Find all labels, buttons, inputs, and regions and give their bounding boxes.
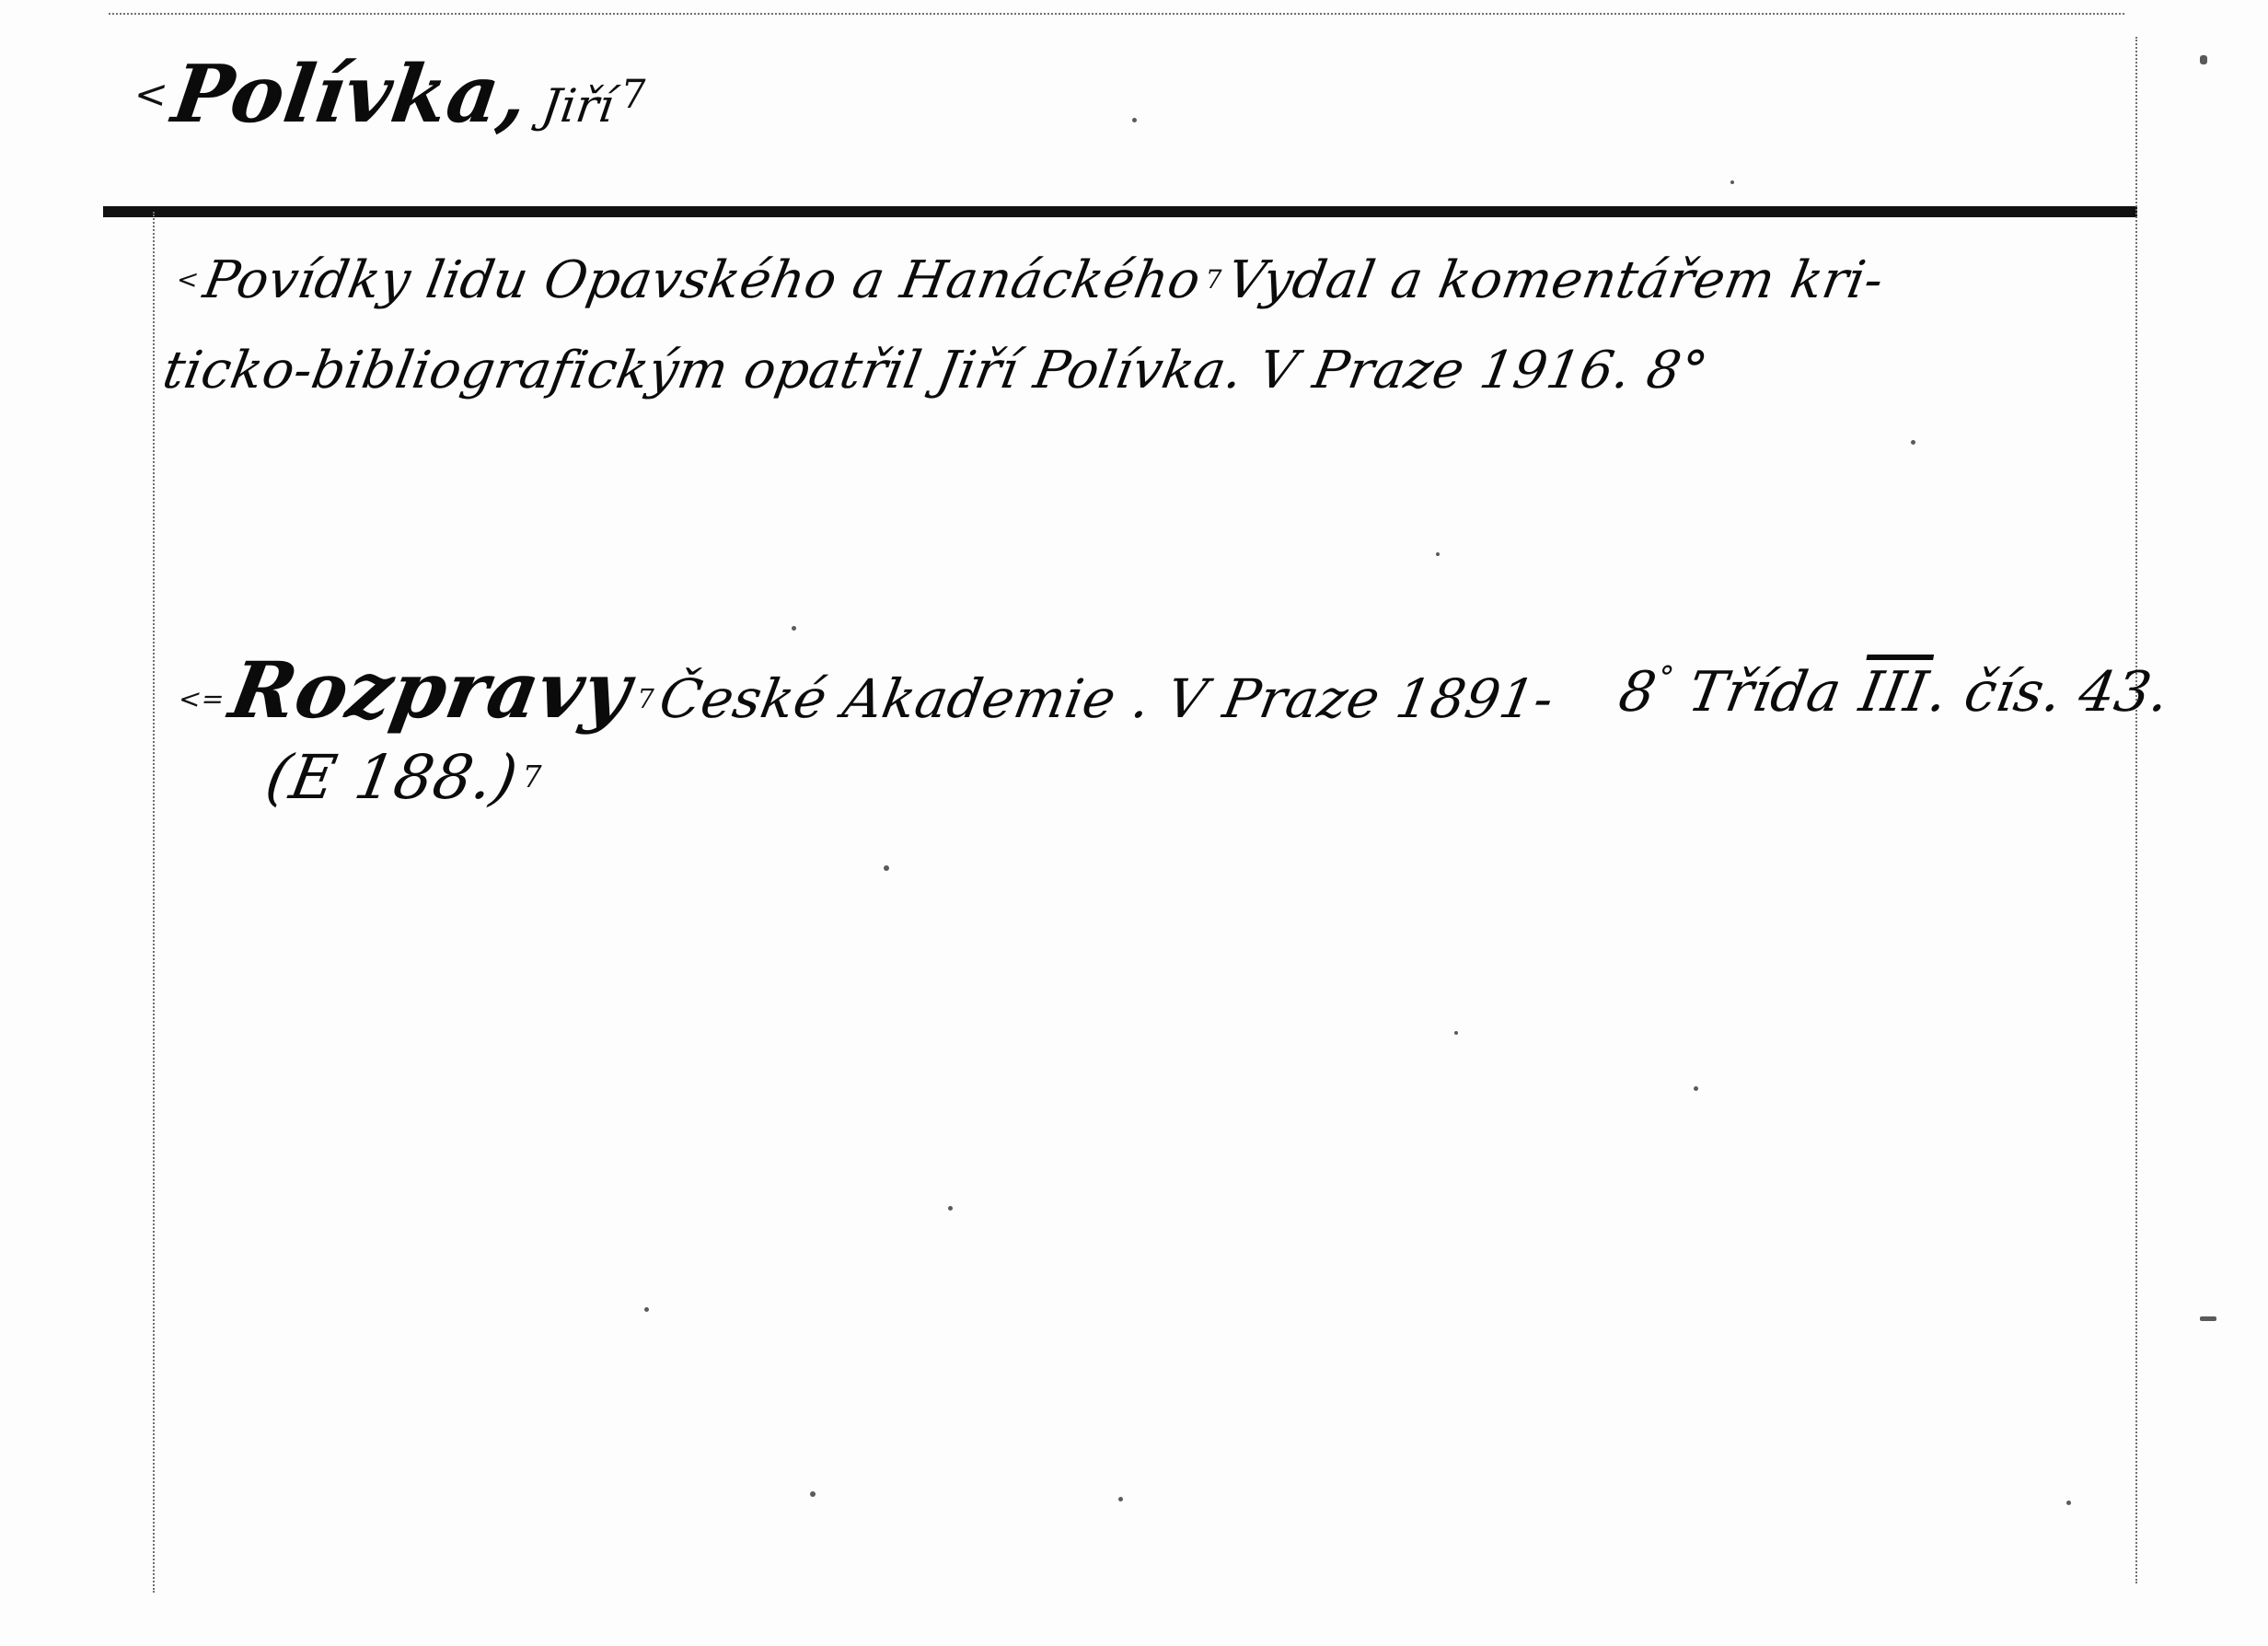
series-title: Rozpravy — [223, 644, 638, 736]
scan-speck — [1911, 440, 1915, 445]
right-margin-dotted-rule — [2135, 37, 2137, 1583]
scan-speck — [948, 1206, 953, 1211]
entry-title-line — [166, 250, 1888, 310]
scan-speck — [1436, 552, 1440, 556]
scan-speck — [884, 865, 889, 871]
series-volume-line — [260, 742, 554, 813]
heading-close-bracket: 7 — [618, 71, 651, 118]
series-volume-close-bracket: 7 — [519, 759, 546, 795]
scan-speck — [1694, 1086, 1698, 1091]
class-roman-numeral: $\overline{III}$ — [1855, 659, 1934, 724]
series-volume: (E 188.) — [260, 742, 524, 813]
format-size: 8 — [1614, 659, 1661, 724]
number-value: 43. — [2074, 659, 2175, 724]
series-open-bracket: <= — [176, 682, 227, 714]
top-dotted-rule — [109, 13, 2124, 15]
scan-speck — [2066, 1501, 2071, 1505]
heading-open-bracket: < — [131, 71, 171, 118]
class-label: Třída — [1684, 659, 1846, 724]
entry-open-bracket: < — [174, 264, 202, 296]
scan-speck — [792, 626, 796, 631]
entry-imprint-line: ticko-bibliografickým opatřil Jiří Polívka. V Praze 1916. 8° — [158, 341, 1713, 400]
scan-speck — [644, 1307, 649, 1312]
author-heading — [122, 48, 659, 141]
scan-speck — [1454, 1031, 1458, 1035]
class-number-note: 8° Třída $\overline{III}$. čís. 43. — [1614, 659, 2175, 724]
scan-speck — [1132, 118, 1137, 122]
left-margin-dotted-rule — [153, 212, 155, 1593]
scan-speck — [2200, 1316, 2216, 1321]
entry-title-close-bracket: 7 — [1202, 264, 1226, 296]
scan-speck — [1730, 180, 1734, 184]
scan-speck — [810, 1491, 816, 1497]
series-close-bracket: 7 — [634, 682, 658, 714]
entry-statement-of-responsibility-start: Vydal a komentářem kri- — [1222, 250, 1889, 310]
number-label: čís. — [1959, 659, 2067, 724]
author-given-name: Jiří — [538, 79, 619, 133]
series-body: České Akademie . V Praze 1891- — [654, 667, 1559, 730]
series-line — [167, 644, 1562, 736]
scan-speck — [1118, 1497, 1123, 1501]
heading-separator-rule — [103, 206, 2137, 217]
scan-speck — [2200, 55, 2207, 64]
format-degree-mark: ° — [1655, 659, 1677, 695]
author-surname: Polívka, — [167, 48, 534, 141]
entry-title: Povídky lidu Opavského a Hanáckého — [199, 250, 1206, 310]
